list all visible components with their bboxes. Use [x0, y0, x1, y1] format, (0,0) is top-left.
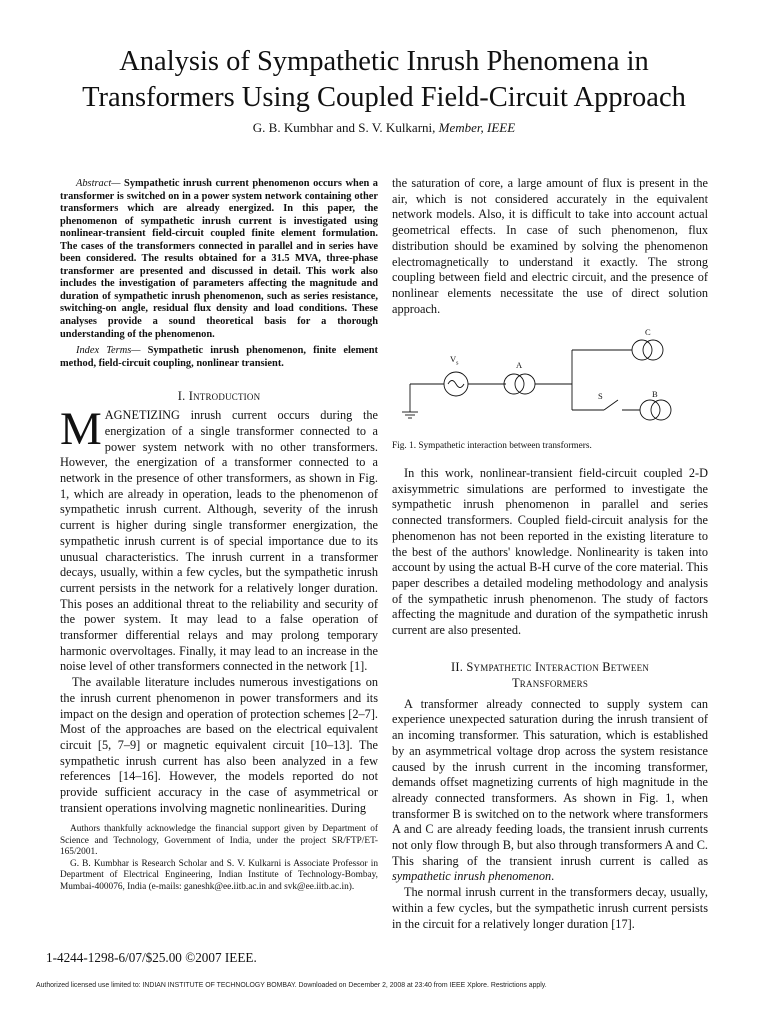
section-2-heading-line-2: Transformers — [511, 675, 589, 690]
section-2-paragraph-1-text: A transformer already connected to supply system can experience unexpected saturation during the inrush transient of an incoming transformer. This saturation, which is established by an asymmetrical voltage drop across the system resistance caused by the inrush current in the incoming transformer, demands offset magnetizing currents of high magnitude in the already connected transformers. As shown in Fig. 1, when transformer B is switched on to the network where transformers A and C are already feeding loads, the transient inrush currents not only flow through B, but also through transformers A and C. This sharing of the transient inrush current is called as — [392, 696, 708, 868]
author-line — [20, 120, 748, 136]
figure-1-caption: Fig. 1. Sympathetic interaction between transformers. — [392, 441, 592, 451]
section-1-heading: I. Introduction — [177, 389, 261, 404]
section-2-paragraph-1-end: . — [551, 869, 555, 884]
section-2-heading-line-1: II. Sympathetic Interaction Between — [451, 659, 649, 674]
label-a: A — [516, 360, 523, 370]
footnote-block — [60, 824, 378, 892]
section-2-paragraph-2: The normal inrush current in the transformers decay, usually, within a few cycles, but the sympathetic inrush current persists in the circuit for a relatively longer duration [17]. — [392, 885, 708, 931]
label-vs: $V_s$ — [450, 354, 459, 367]
section-2-paragraph-1 — [392, 697, 708, 885]
transformer-b-coil-2 — [651, 400, 671, 420]
figure-1-circuit-diagram — [392, 320, 722, 435]
section-2-heading — [392, 659, 708, 691]
page-title — [20, 44, 748, 116]
dropcap-letter: M — [60, 403, 102, 456]
transformer-c-coil-2 — [643, 340, 663, 360]
right-column — [392, 176, 708, 317]
abstract-lead: Abstract— — [76, 178, 121, 189]
abstract — [60, 178, 378, 341]
copyright-notice: 1-4244-1298-6/07/$25.00 ©2007 IEEE. — [46, 950, 257, 965]
switch-s-icon — [604, 400, 618, 410]
continued-paragraph: the saturation of core, a large amount of flux is present in the air, which is not considered accurately in the equivalent network models. Also, it is difficult to take into account actual geometrical effects. In case of such phenomenon, flux distribution should be examined by solving the phenomenon electromagnetically to understand it exactly. The strong coupling between field and electric circuit, and the presence of nonlinear elements necessitate the use of direct solution approach. — [392, 176, 708, 316]
right-column-lower — [392, 440, 708, 932]
label-b: B — [652, 389, 658, 399]
index-terms-text: Sympathetic inrush phenomenon, finite element method, field-circuit coupling, nonlinear transient. — [60, 345, 378, 369]
transformer-b-coil-1 — [640, 400, 660, 420]
author-affiliation: Member, IEEE — [438, 120, 516, 135]
title-line-1: Analysis of Sympathetic Inrush Phenomena in — [119, 46, 649, 77]
abstract-text: Sympathetic inrush current phenomenon occurs when a transformer is switched on in a power system network containing other transformers which are already energized. In this paper, the phenomenon of sympathetic inrush current is investigated using nonlinear-transient field-circuit coupled finite element formulation. The cases of the transformers connected in parallel and in series have been considered. The results obtained for a 31.5 MVA, three-phase transformer are presented and discussed in detail. This work also includes the investigation of parameters affecting the magnitude and duration of sympathetic inrush phenomenon, such as series resistance, switching-on angle, residual flux density and load conditions. These analyses provide a sound theoretical basis for a thorough understanding of the phenomenon. — [60, 178, 378, 340]
footnote-funding: Authors thankfully acknowledge the financial support given by Department of Science and Technology, Government of India, under the project SR/FTP/ET-165/2001. — [60, 824, 378, 858]
transformer-c-coil-1 — [632, 340, 652, 360]
sympathetic-inrush-term: sympathetic inrush phenomenon — [392, 869, 552, 884]
left-column — [60, 178, 378, 893]
sine-wave-icon — [448, 381, 464, 388]
license-notice: Authorized licensed use limited to: INDIAN INSTITUTE OF TECHNOLOGY BOMBAY. Downloaded on December 2, 2008 at 23:40 from IEEE Xplore. Restrictions apply. — [36, 982, 547, 989]
index-terms — [60, 345, 378, 370]
title-line-2: Transformers Using Coupled Field-Circuit Approach — [82, 82, 686, 113]
author-names: G. B. Kumbhar and S. V. Kulkarni, — [252, 120, 436, 135]
footnote-authors: G. B. Kumbhar is Research Scholar and S. V. Kulkarni is Associate Professor in Department of Electrical Engineering, Indian Institute of Technology-Bombay, Mumbai-400076, India (e-mails: ganeshk@ee.iitb.ac.in and svk@ee.iitb.ac.in). — [60, 858, 378, 892]
label-s: S — [598, 391, 603, 401]
work-paragraph: In this work, nonlinear-transient field-circuit coupled 2-D axisymmetric simulations are performed to investigate the sympathetic inrush phenomenon in parallel and series connected transformers. Coupled field-circuit analysis for the phenomenon has not been reported in the existing literature to the best of the authors' knowledge. Nonlinearity is taken into account by using the actual B-H curve of the core material. This paper describes a detailed modeling methodology and analysis of the sympathetic inrush phenomenon. The study of factors affecting the magnitude and duration of the sympathetic inrush current are also presented. — [392, 466, 708, 638]
label-c: C — [645, 327, 651, 337]
intro-paragraph-1-text: AGNETIZING inrush current occurs during the energization of a single transformer connected to a power system network with no other transformers. However, the energization of a transformer connected to a network in the presence of other transformers, as shown in Fig. 1, which are already in operation, leads to the phenomenon of sympathetic inrush current. Although, severity of the inrush current is higher during single transformer energization, the sympathetic inrush current is of special importance due to its unusual characteristics. The inrush current in a transformer decays, usually, within a few cycles, but the sympathetic inrush current persists in the network for a relatively longer duration. This poses an additional threat to the reliability and security of the power system. It may lead to a false operation of transformer differential relays and may prolong temporary harmonic overvoltages. Finally, it may lead to an increase in the noise level of other transformers connected in the network [1]. — [60, 408, 378, 674]
intro-paragraph-1 — [60, 403, 378, 675]
intro-paragraph-2: The available literature includes numerous investigations on the inrush current phenomenon in power transformers and its impact on the design and operation of protection schemes [2–7]. Most of the approaches are based on the electrical equivalent circuit [5, 7–9] or magnetic equivalent circuit [10–13]. The sympathetic inrush current has also been analyzed in a few references [14–16]. However, the models reported do not provide sufficient accuracy in the case of asymmetrical or transient operations involving magnetic nonlinearities. During — [60, 675, 378, 815]
index-terms-lead: Index Terms— — [76, 345, 141, 357]
transformer-a-coil-2 — [515, 374, 535, 394]
transformer-a-coil-1 — [504, 374, 524, 394]
